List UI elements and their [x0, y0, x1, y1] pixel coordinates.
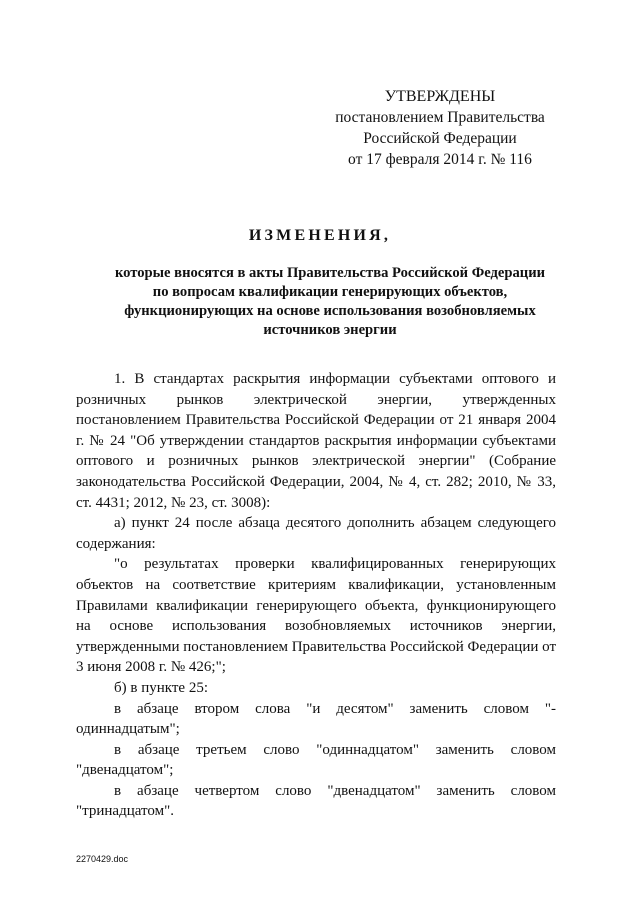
approval-line-2: Российской Федерации [363, 130, 517, 147]
approval-stamp [330, 86, 550, 170]
approval-line-3: от 17 февраля 2014 г. № 116 [348, 151, 532, 168]
subtitle-line-4: источников энергии [263, 322, 397, 338]
paragraph-3: "о результатах проверки квалифицированных генерирующих объектов на соответствие критериям квалификации, установленным Правилами квалификации генерирующего объекта, функционирующего на основе использования возобновляемых источников энергии, утвержденными постановлением Правительства Российской Федерации от 3 июня 2008 г. № 426;"; [76, 556, 556, 676]
footer-file-name: 2270429.doc [76, 854, 129, 864]
approval-heading: УТВЕРЖДЕНЫ [384, 88, 496, 105]
subtitle-line-2: по вопросам квалификации генерирующих объектов, [152, 284, 508, 300]
subtitle-line-3: функционирующих на основе использования возобновляемых [124, 303, 536, 319]
document-body [76, 369, 556, 822]
paragraph-6: в абзаце третьем слово "одиннадцатом" заменить словом "двенадцатом"; [76, 741, 556, 779]
paragraph-1: 1. В стандартах раскрытия информации субъектами оптового и розничных рынков электрической энергии, утвержденных постановлением Правительства Российской Федерации от 21 января 2004 г. № 24 "Об утверждении стандартов раскрытия информации субъектами оптового и розничных рынков электрической энергии" (Собрание законодательства Российской Федерации, 2004, № 4, ст. 282; 2010, № 33, ст. 4431; 2012, № 23, ст. 3008): [76, 371, 556, 511]
paragraph-2: а) пункт 24 после абзаца десятого дополнить абзацем следующего содержания: [76, 515, 556, 552]
paragraph-7: в абзаце четвертом слово "двенадцатом" заменить словом "тринадцатом". [76, 782, 556, 820]
paragraph-4: б) в пункте 25: [114, 679, 208, 696]
document-subtitle [60, 264, 600, 340]
paragraph-5: в абзаце втором слова "и десятом" заменить словом "- одиннадцатым"; [76, 700, 556, 738]
approval-line-1: постановлением Правительства [335, 109, 545, 126]
subtitle-line-1: которые вносятся в акты Правительства Российской Федерации [114, 265, 546, 281]
document-title: ИЗМЕНЕНИЯ, [248, 227, 392, 244]
